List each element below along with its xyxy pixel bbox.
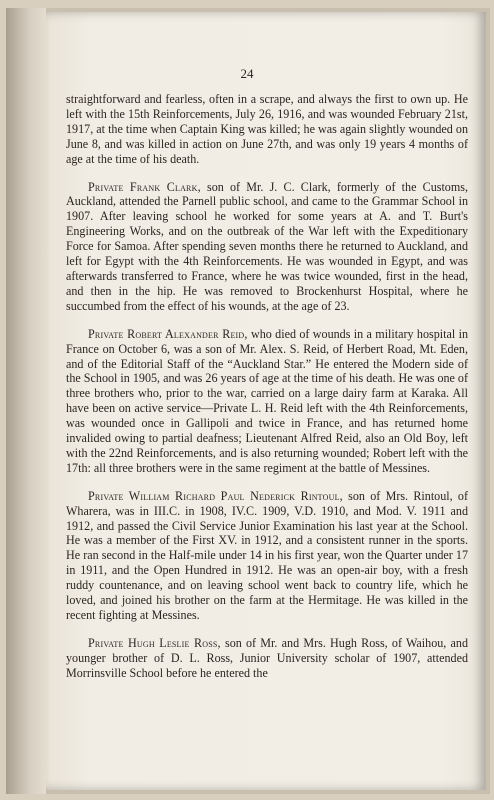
paragraph-text: son of Mrs. Rintoul, of Wharera, was in III.C. in 1908, IV.C. 1909, V.D. 1910, and Mod. V. 1911 and 1912, and passed the Civil Service Junior Examination his last year at the School. He was a member of the First XV. in 1912, and a consistent runner in the sports. He ran second in the Half-mile under 14 in his first year, won the Quarter under 17 in 1911, and the Open Hundred in 1912. He was an open-air boy, with a fresh ruddy countenance, and on leaving school went back to country life, which he loved, and joined his brother on the farm at the Hermitage. He was killed in the recent fighting at Messines. — [66, 488, 469, 622]
paragraph-hugh-ross — [66, 636, 468, 681]
book-gutter — [6, 8, 46, 794]
paragraph-lead-name: Private William Richard Paul Nederick Rintoul, — [88, 488, 343, 503]
paragraph-william-rintoul — [66, 489, 468, 623]
paragraph-lead-name: Private Robert Alexander Reid, — [88, 326, 248, 341]
page-body — [66, 92, 468, 694]
paragraph-frank-clark — [66, 180, 468, 314]
paragraph-lead-name: Private Frank Clark, — [88, 179, 201, 194]
paragraph-continuation — [66, 92, 468, 167]
paragraph-text: son of Mr. J. C. Clark, formerly of the Customs, Auckland, attended the Parnell public school, and came to the Grammar School in 1907. After leaving school he worked for some years at A. and T. Burt's Engineering Works, and on the outbreak of the War left with the Expeditionary Force for Samoa. After spending seven months there he returned to Auckland, and left for Egypt with the 4th Reinforcements. He was wounded in Egypt, and was afterwards transferred to France, where he was twice wounded, first in the head, and then in the hip. He was removed to Brockenhurst Hospital, where he succumbed from the effect of his wounds, at the age of 23. — [66, 179, 468, 313]
page-number: 24 — [240, 66, 254, 81]
paragraph-text: who died of wounds in a military hospital in France on October 6, was a son of Mr. Alex. S. Reid, of Herbert Road, Mt. Eden, and of the Editorial Staff of the “Auckland Star.” He entered the Modern side of the School in 1905, and was 26 years of age at the time of his death. He was one of three brothers who, prior to the war, carried on a large dairy farm at Karaka. All have been on active service—Private L. H. Reid left with the 4th Reinforcements, was wounded once in Gallipoli and twice in France, and has returned home invalided owing to partial deafness; Lieutenant Alfred Reid, also an Old Boy, left with the 22nd Reinforcements, and is also returning wounded; Robert left with the 17th: all three brothers were in the same regiment at the battle of Messines. — [66, 326, 469, 475]
paragraph-text: straightforward and fearless, often in a scrape, and always the first to own up. He left with the 15th Reinforcements, July 26, 1916, and was wounded February 21st, 1917, at the time when Captain King was killed; he was again slightly wounded on June 8, and was killed in action on June 27th, and was only 19 years 4 months of age at the time of his death. — [66, 92, 468, 166]
paragraph-lead-name: Private Hugh Leslie Ross, — [88, 635, 221, 650]
paragraph-robert-reid — [66, 327, 468, 476]
paragraph-text: son of Mr. and Mrs. Hugh Ross, of Waihou, and younger brother of D. L. Ross, Junior University scholar of 1907, attended Morrinsville School before he entered the — [66, 635, 469, 680]
